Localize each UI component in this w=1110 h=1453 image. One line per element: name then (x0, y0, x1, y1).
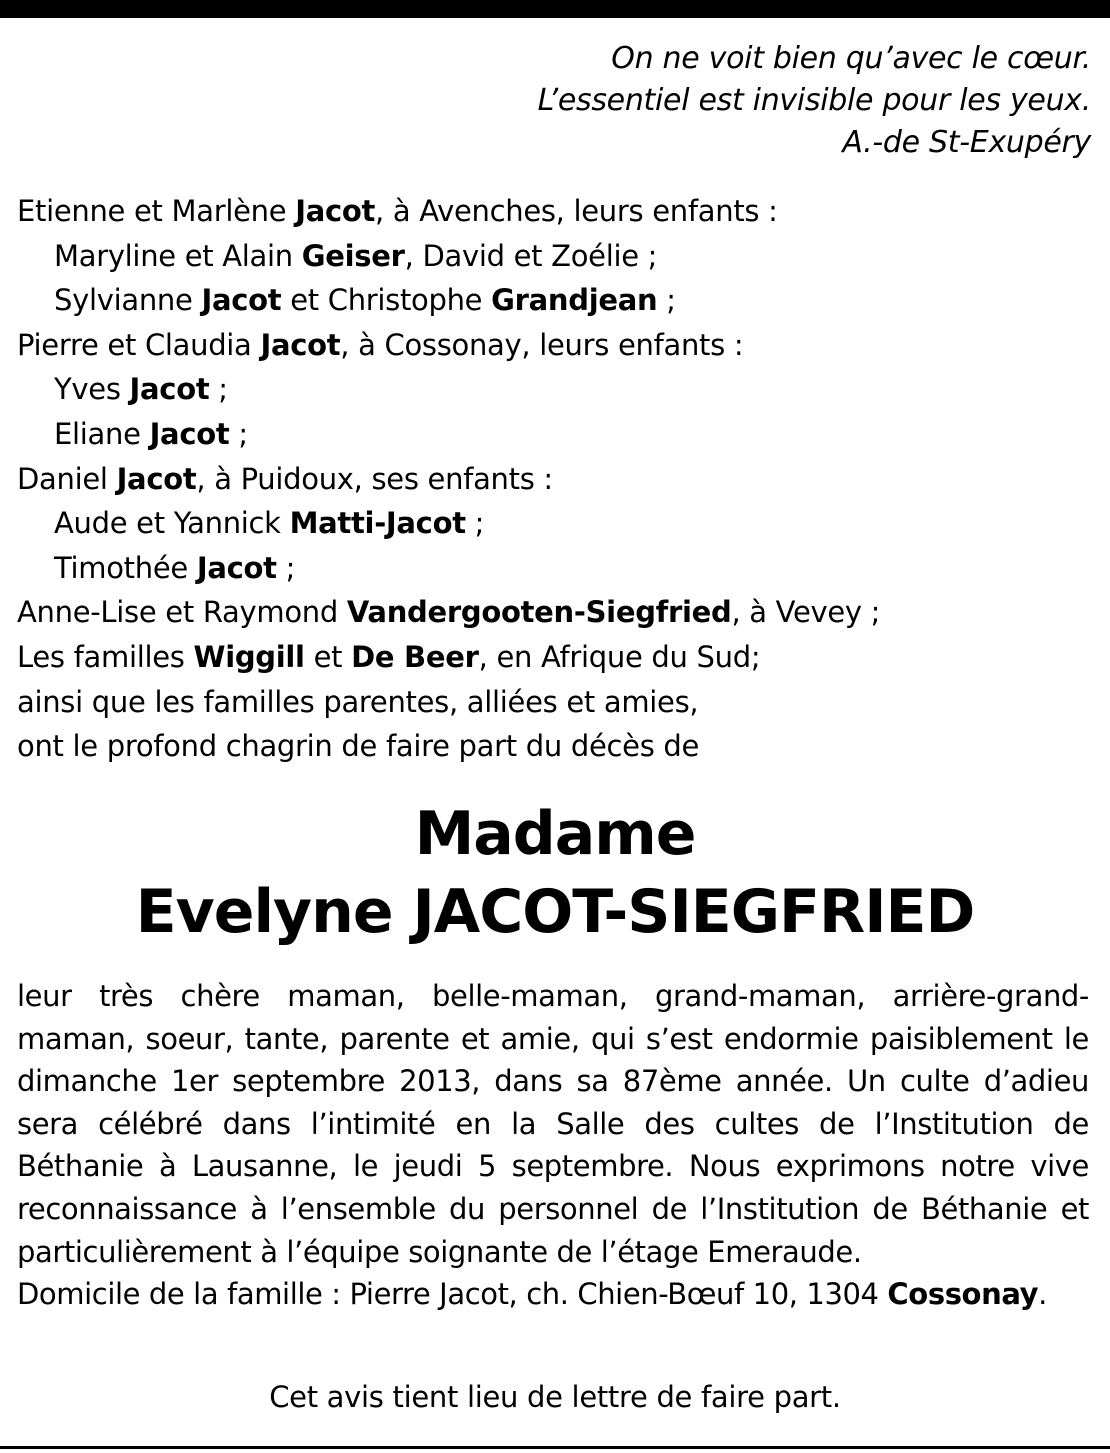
family-line: Pierre et Claudia Jacot, à Cossonay, leurs enfants : (17, 327, 744, 362)
surname: Geiser (301, 238, 405, 273)
top-rule (0, 0, 1110, 18)
family-line: Yves Jacot ; (54, 372, 228, 407)
surname: Grandjean (491, 283, 658, 318)
family-line: Eliane Jacot ; (54, 416, 248, 451)
title-honorific: Madame (414, 799, 696, 869)
surname: Jacot (201, 283, 282, 318)
family-line: Etienne et Marlène Jacot, à Avenches, leurs enfants : (17, 194, 778, 228)
family-domicile: Domicile de la famille : Pierre Jacot, ch. Chien-Bœuf 10, 1304 Cossonay. (17, 1277, 1047, 1312)
family-list (17, 189, 1097, 769)
bottom-rule (0, 1446, 1110, 1449)
epigraph-quote (331, 38, 1091, 164)
family-line: Anne-Lise et Raymond Vandergooten-Siegfried, à Vevey ; (17, 595, 881, 630)
quote-line-2: L’essentiel est invisible pour les yeux. (537, 83, 1091, 118)
family-line: Les familles Wiggill et De Beer, en Afrique du Sud; (17, 639, 761, 674)
family-line: Aude et Yannick Matti-Jacot ; (54, 506, 485, 541)
family-line: ont le profond chagrin de faire part du décès de (17, 729, 700, 764)
surname: Jacot (295, 194, 376, 228)
quote-author: A.-de St-Exupéry (842, 125, 1091, 160)
family-line: Maryline et Alain Geiser, David et Zoélie ; (54, 238, 658, 273)
surname: Matti-Jacot (289, 506, 466, 541)
obituary-body (17, 975, 1089, 1316)
deceased-name (0, 795, 1110, 951)
surname: Jacot (196, 550, 277, 585)
obituary-paragraph: leur très chère maman, belle-maman, grand-maman, arrière-grand-maman, soeur, tante, parente et amie, qui s’est endormie paisiblement le dimanche 1er septembre 2013, dans sa 87ème année. Un culte d’adieu sera célébré dans l’intimité en la Salle des cultes de l’Institution de Béthanie à Lausanne, le jeudi 5 septembre. Nous exprimons notre vive reconnaissance à l’ensemble du personnel de l’Institution de Béthanie et particulièrement à l’équipe soignante de l’étage Emeraude. (17, 979, 1089, 1269)
surname: De Beer (351, 639, 479, 674)
surname: Jacot (129, 372, 210, 407)
domicile-town: Cossonay (887, 1277, 1039, 1312)
closing-note: Cet avis tient lieu de lettre de faire part. (269, 1380, 841, 1414)
title-full-name: Evelyne JACOT-SIEGFRIED (135, 877, 975, 947)
family-line: Timothée Jacot ; (54, 550, 296, 585)
surname: Jacot (116, 461, 197, 496)
family-line: ainsi que les familles parentes, alliées et amies, (17, 684, 699, 719)
surname: Wiggill (193, 639, 305, 674)
surname: Jacot (260, 327, 341, 362)
surname: Jacot (149, 416, 230, 451)
quote-line-1: On ne voit bien qu’avec le cœur. (611, 41, 1091, 76)
family-line: Daniel Jacot, à Puidoux, ses enfants : (17, 461, 553, 496)
surname: Vandergooten-Siegfried (346, 595, 732, 630)
family-line: Sylvianne Jacot et Christophe Grandjean ; (54, 283, 676, 318)
